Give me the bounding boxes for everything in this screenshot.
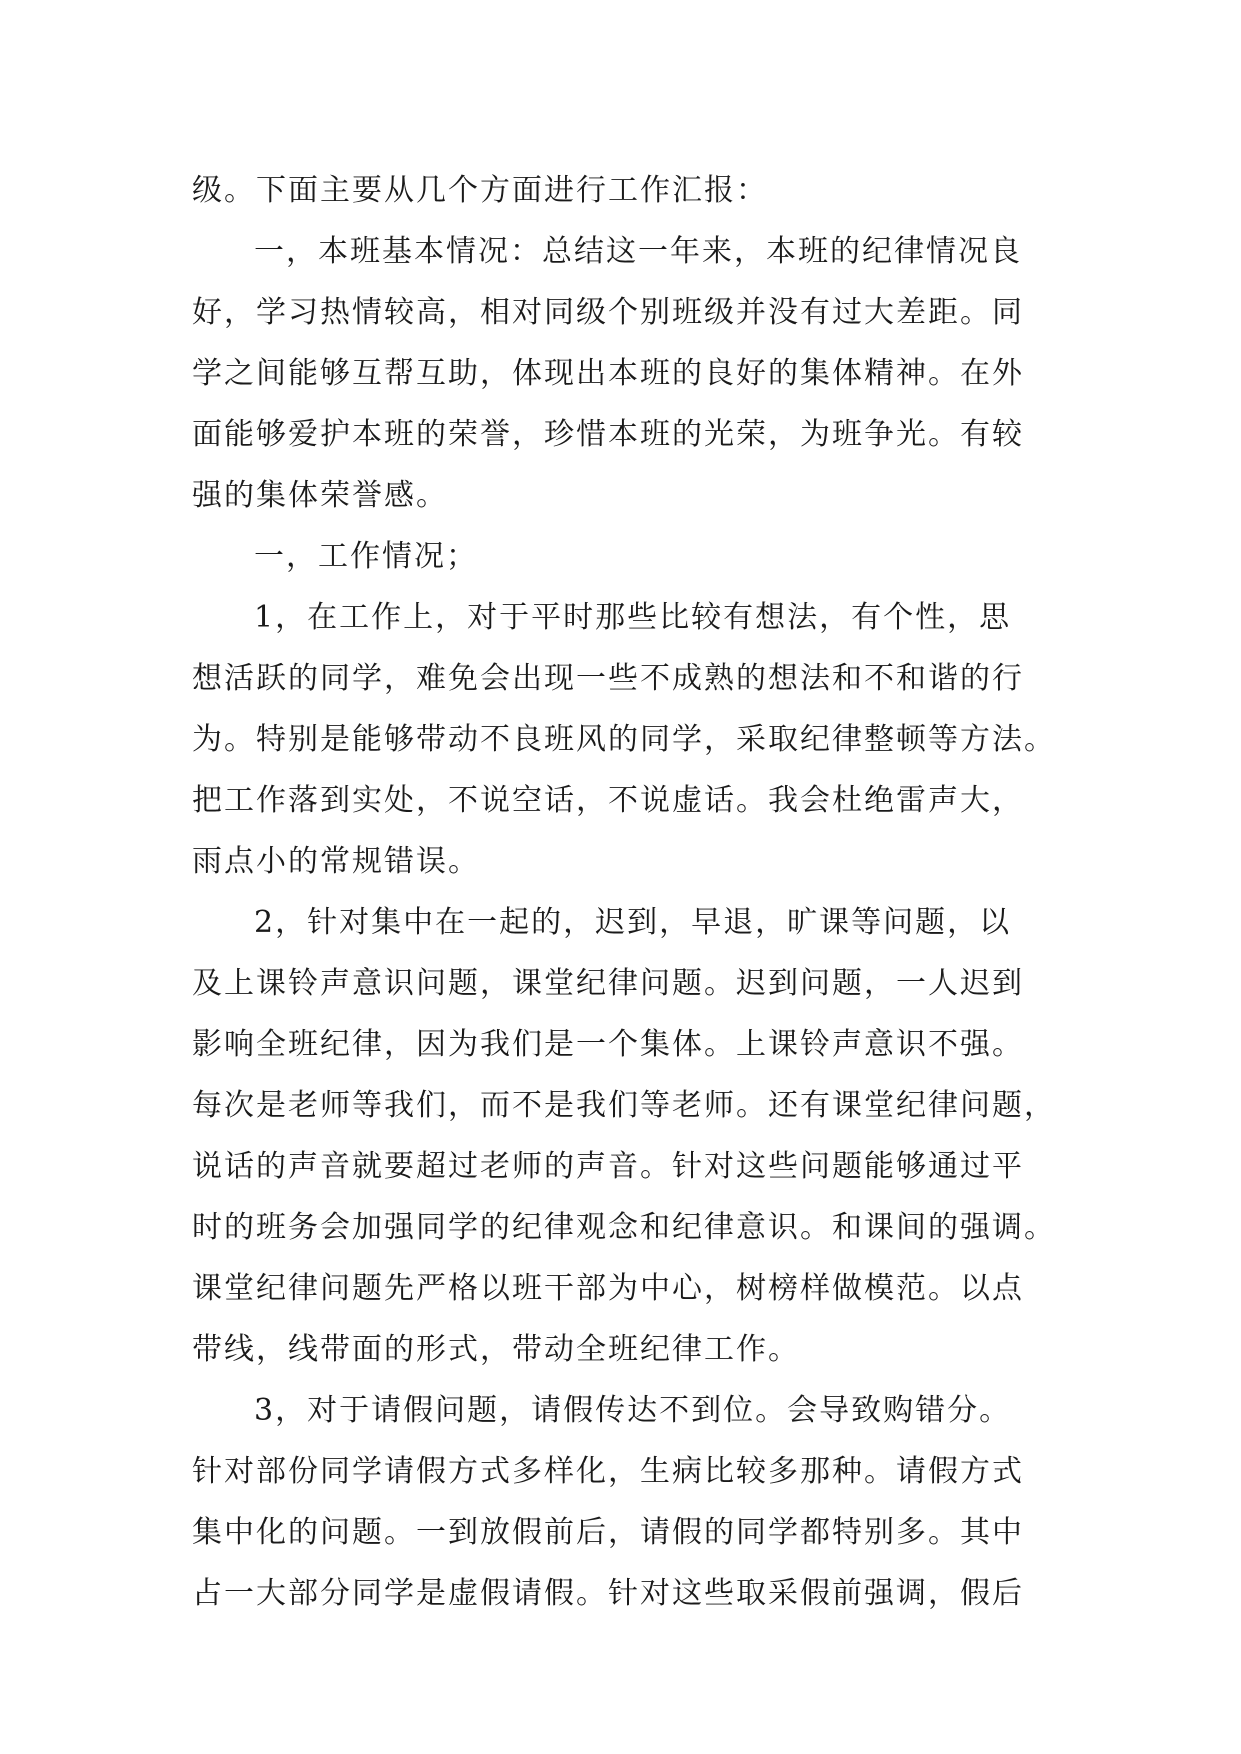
text-line: 每次是老师等我们，而不是我们等老师。还有课堂纪律问题，: [192, 1088, 1056, 1123]
text-line: 带线，线带面的形式，带动全班纪律工作。: [192, 1332, 800, 1367]
text-line: 课堂纪律问题先严格以班干部为中心，树榜样做模范。以点: [192, 1271, 1024, 1306]
paragraph-first-line: 一，本班基本情况：总结这一年来，本班的纪律情况良: [254, 234, 1022, 269]
text-line: 想活跃的同学，难免会出现一些不成熟的想法和不和谐的行: [192, 661, 1024, 696]
text-line: 强的集体荣誉感。: [192, 478, 448, 513]
document-body: [192, 160, 1072, 1624]
text-line: 好，学习热情较高，相对同级个别班级并没有过大差距。同: [192, 295, 1024, 330]
paragraph-first-line: 一，工作情况；: [254, 539, 478, 574]
text-line: 针对部份同学请假方式多样化，生病比较多那种。请假方式: [192, 1454, 1024, 1489]
text-line: 时的班务会加强同学的纪律观念和纪律意识。和课间的强调。: [192, 1210, 1056, 1245]
text-line: 及上课铃声意识问题，课堂纪律问题。迟到问题，一人迟到: [192, 966, 1024, 1001]
text-line: 面能够爱护本班的荣誉，珍惜本班的光荣，为班争光。有较: [192, 417, 1024, 452]
text-line: 占一大部分同学是虚假请假。针对这些取采假前强调，假后: [192, 1576, 1024, 1611]
paragraph-first-line: 1，在工作上，对于平时那些比较有想法，有个性，思: [254, 600, 1012, 635]
text-line: 影响全班纪律，因为我们是一个集体。上课铃声意识不强。: [192, 1027, 1024, 1062]
text-line: 级。下面主要从几个方面进行工作汇报：: [192, 173, 768, 208]
text-line: 雨点小的常规错误。: [192, 844, 480, 879]
text-line: 学之间能够互帮互助，体现出本班的良好的集体精神。在外: [192, 356, 1024, 391]
paragraph-first-line: 3，对于请假问题，请假传达不到位。会导致购错分。: [254, 1393, 1012, 1428]
paragraph-first-line: 2，针对集中在一起的，迟到，早退，旷课等问题，以: [254, 905, 1012, 940]
text-line: 为。特别是能够带动不良班风的同学，采取纪律整顿等方法。: [192, 722, 1056, 757]
text-line: 集中化的问题。一到放假前后，请假的同学都特别多。其中: [192, 1515, 1024, 1550]
text-line: 说话的声音就要超过老师的声音。针对这些问题能够通过平: [192, 1149, 1024, 1184]
text-line: 把工作落到实处，不说空话，不说虚话。我会杜绝雷声大，: [192, 783, 1024, 818]
